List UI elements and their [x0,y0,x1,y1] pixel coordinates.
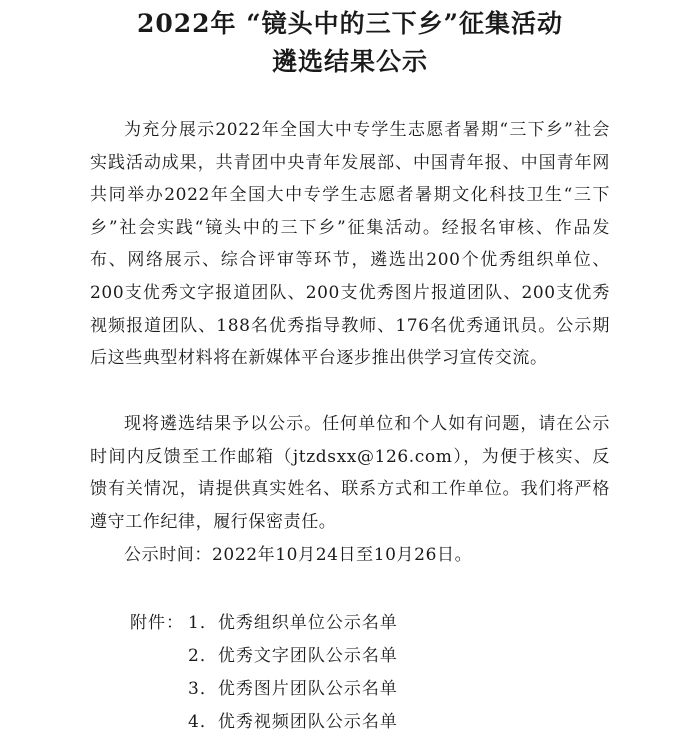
attachment-item-4: 4．优秀视频团队公示名单 [188,712,398,732]
document-title: 2022年 “镜头中的三下乡”征集活动 [136,9,564,38]
attachment-item-3: 3．优秀图片团队公示名单 [188,679,398,699]
attachment-item-2: 2．优秀文字团队公示名单 [188,646,398,666]
publicity-period-paragraph: 公示时间：2022年10月24日至10月26日。 [124,545,473,565]
notice-paragraph: 现将遴选结果予以公示。任何单位和个人如有问题，请在公示时间内反馈至工作邮箱（jtzdsxx@126.com），为便于核实、反馈有关情况，请提供真实姓名、联系方式和工作单位。我们将严格遵守工作纪律，履行保密责任。 [90,414,610,532]
intro-paragraph: 为充分展示2022年全国大中专学生志愿者暑期“三下乡”社会实践活动成果，共青团中央青年发展部、中国青年报、中国青年网共同举办2022年全国大中专学生志愿者暑期文化科技卫生“三下乡”社会实践“镜头中的三下乡”征集活动。经报名审核、作品发布、网络展示、综合评审等环节，遴选出200个优秀组织单位、200支优秀文字报道团队、200支优秀图片报道团队、200支优秀视频报道团队、188名优秀指导教师、176名优秀通讯员。公示期后这些典型材料将在新媒体平台逐步推出供学习宣传交流。 [90,120,610,369]
document-subtitle: 遴选结果公示 [271,47,428,76]
attachments-label: 附件： [130,613,184,633]
attachment-item-1: 1．优秀组织单位公示名单 [188,613,398,633]
